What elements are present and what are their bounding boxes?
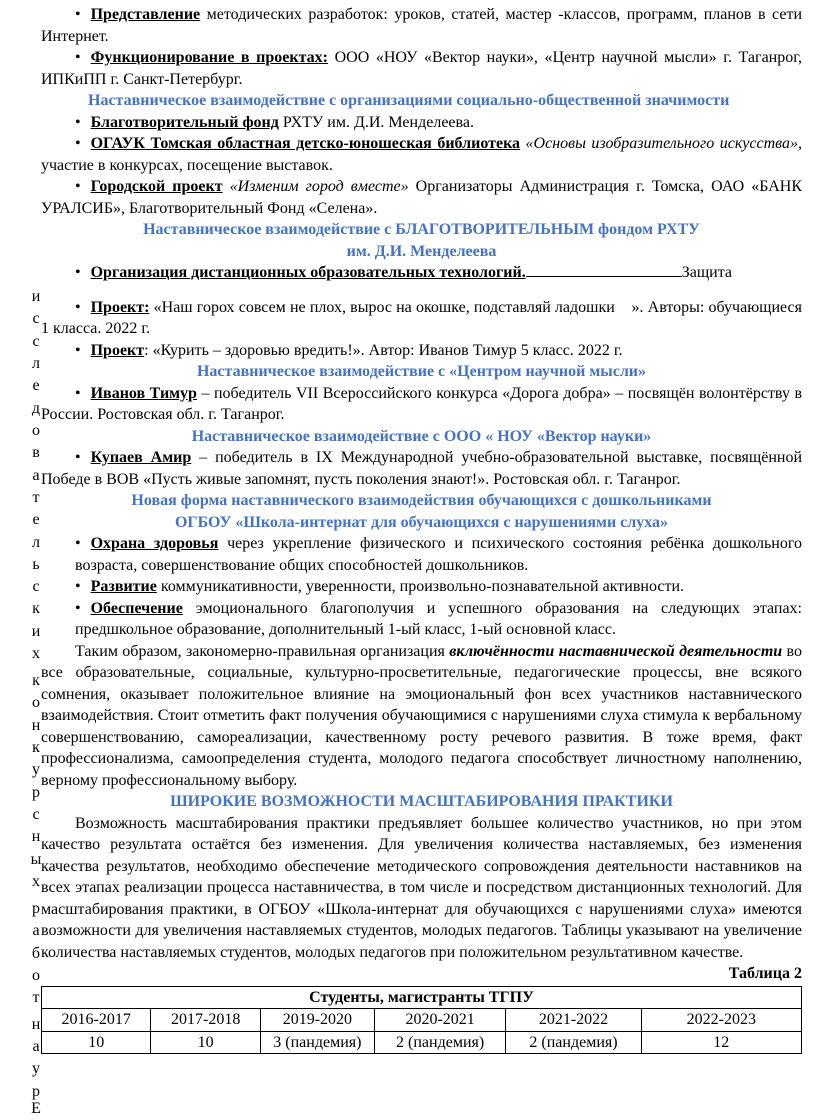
bullet-item-fond <box>41 112 802 134</box>
bullet-item-obespechenie <box>41 598 802 641</box>
heading-org-znachimosti: Наставническое взаимодействие с организациями социально-общественной значимости <box>88 92 730 109</box>
bullet-text-italic: «Изменим город вместе» <box>222 178 409 195</box>
bullet-icon: • <box>75 113 81 131</box>
margin-letter: с <box>32 806 40 823</box>
bullet-text: РХТУ им. Д.И. Менделеева. <box>278 113 474 131</box>
bullet-icon: • <box>75 298 81 316</box>
table-years-row <box>42 1009 802 1032</box>
bullet-icon: • <box>75 264 81 281</box>
table-value-cell: 10 <box>42 1031 151 1054</box>
paragraph-text: во все образовательные, социальные, культурно-просветительные, педагогические процессы, вне всякого сомнения, оказывает положительное влияние на эмоциональный фон всех участников наставнического взаимодействия. Стоит отметить факт получения обучающимися с нарушениями слуха стимула к вербальному совершенствованию, самореализации, качественному росту речевого развития. В тоже время, факт профессионализма, самоопределения студента, молодого педагога способствует личностному наполнению, верному профессиональному выбору. <box>41 642 803 789</box>
margin-letter: б <box>31 945 41 962</box>
margin-letter: у <box>32 761 40 778</box>
bullet-icon: • <box>75 49 81 66</box>
bullet-icon: • <box>75 449 81 466</box>
bullet-text: методических разработок: уроков, статей, мастер -классов, программ, планов в сети Интернет. <box>41 6 802 45</box>
margin-letter: ь <box>32 556 40 573</box>
bullet-lead: Городской проект <box>90 178 223 195</box>
bullet-lead: Иванов Тимур <box>90 384 197 402</box>
margin-letter: Е <box>31 1100 41 1117</box>
heading-novaya-line1: Новая форма наставнического взаимодействия обучающихся с дошкольниками <box>131 492 712 509</box>
paragraph-emphasis: включённости наставнической деятельности <box>449 642 783 660</box>
bullet-lead: Купаев Амир <box>90 449 192 466</box>
bullet-icon: • <box>75 341 81 359</box>
bullet-item-kurit <box>41 340 802 362</box>
margin-letter: н <box>31 717 41 734</box>
bullet-icon: • <box>75 578 81 595</box>
bullet-item-distant <box>41 262 802 284</box>
bullet-lead: Функционирование в проектах: <box>90 49 328 66</box>
margin-letter: с <box>32 333 40 350</box>
heading-shirokie: ШИРОКИЕ ВОЗМОЖНОСТИ МАСШТАБИРОВАНИЯ ПРАКТИКИ <box>170 793 673 810</box>
heading-vektor: Наставническое взаимодействие с ООО « НОУ «Вектор науки» <box>191 427 652 445</box>
margin-letter: р <box>32 900 40 917</box>
margin-letter: а <box>32 467 40 484</box>
bullet-text: через укрепление физического и психического состояния ребёнка дошкольного возраста, совершенствование общих способностей дошкольников. <box>75 535 803 574</box>
table-value-cell: 2 (пандемия) <box>374 1031 505 1054</box>
margin-letter: а <box>32 922 40 939</box>
bullet-text: – победитель в IX Международной учебно-образовательной выставке, посвящённой Победе в ВОВ «Пусть живые запомнят, пусть поколения знают!». Ростовская обл. г. Таганрог. <box>41 449 803 488</box>
bullet-item-ivanov <box>41 383 802 426</box>
table-year-cell: 2017-2018 <box>151 1009 260 1032</box>
margin-letter: к <box>32 672 40 689</box>
bullet-lead: Организация дистанционных образовательных технологий. <box>90 264 526 281</box>
margin-letter: н <box>31 828 41 845</box>
students-table <box>41 986 802 1055</box>
paragraph-takim-obrazom <box>41 641 802 792</box>
margin-letter: с <box>32 310 40 327</box>
bullet-text: «Наш горох совсем не плох, вырос на окошке, подставляй ладошки ». Авторы: обучающиеся 1 класса. 2022 г. <box>41 298 802 337</box>
bullet-item-kupaev <box>41 447 802 490</box>
underline-gap <box>526 262 682 277</box>
bullet-text: эмоционального благополучия и успешного образования на следующих этапах: предшкольное образование, дополнительный 1-ый класс, 1-ый основной класс. <box>75 599 802 638</box>
margin-letter: д <box>31 400 41 417</box>
paragraph-vozmozhnost: Возможность масштабирования практики предъявляет большее количество участников, но при этом качество результата остаётся без изменения. Для увеличения количества наставляемых, без изменения качества результатов, необходимо обеспечение методического сопровождения деятельности наставников на всех этапах реализации процесса наставничества, в том числе и посредством дистанционных технологий. Для масштабирования практики, в ОГБОУ «Школа-интернат для обучающихся с нарушениями слуха» имеются возможности для увеличения наставляемых студентов, молодых педагогов. Таблицы указывают на увеличение количества наставляемых студентов, молодых педагогов при положительном результативном качестве. <box>41 814 802 961</box>
bullet-item-razvitie <box>41 576 802 598</box>
bullet-icon: • <box>75 135 81 152</box>
bullet-item-gorod <box>41 176 802 219</box>
margin-letter: с <box>32 578 40 595</box>
bullet-text: участие в конкурсах, посещение выставок. <box>41 156 333 174</box>
bullet-item-goroh <box>41 297 802 340</box>
bullet-lead: Обеспечение <box>90 599 183 617</box>
margin-letter: т <box>32 489 40 506</box>
margin-letter: т <box>32 989 40 1006</box>
bullet-text: – победитель VII Всероссийского конкурса «Дорога добра» – посвящён волонтёрству в России. Ростовская обл. г. Таганрог. <box>41 384 803 423</box>
bullet-item-predstavlenie <box>41 4 802 47</box>
margin-letter: у <box>32 1060 40 1077</box>
bullet-icon: • <box>75 535 81 552</box>
margin-letter: о <box>32 694 40 711</box>
bullet-text: Защита <box>681 264 733 281</box>
bullet-lead: Проект: <box>90 298 150 316</box>
margin-letter: л <box>32 534 40 551</box>
bullet-lead: Развитие <box>90 578 157 595</box>
table-year-cell: 2021-2022 <box>506 1009 641 1032</box>
margin-letter: ы <box>30 851 42 868</box>
margin-letter: и <box>31 288 41 305</box>
margin-letter: х <box>32 645 40 662</box>
margin-letter: л <box>32 355 40 372</box>
bullet-item-ohrana <box>41 533 802 576</box>
table-value-cell: 2 (пандемия) <box>506 1031 641 1054</box>
heading-centr: Наставническое взаимодействие с «Центром научной мысли» <box>196 363 647 380</box>
bullet-text: Организаторы Администрация г. Томска, ОАО «БАНК УРАЛСИБ», Благотворительный Фонд «Селена». <box>41 178 802 217</box>
bullet-icon: • <box>75 178 81 195</box>
bullet-item-funkcionirovanie <box>41 47 802 90</box>
bullet-text: ООО «НОУ «Вектор науки», «Центр научной мысли» г. Таганрог, ИПКиПП г. Санкт-Петербург. <box>41 49 802 88</box>
bullet-lead: Проект <box>90 341 145 359</box>
table-caption: Таблица 2 <box>728 965 802 982</box>
bullet-lead: ОГАУК Томская областная детско-юношеская библиотека <box>90 135 521 152</box>
table-value-cell: 12 <box>641 1031 801 1054</box>
table-year-cell: 2020-2021 <box>374 1009 505 1032</box>
margin-letter: о <box>32 422 40 439</box>
heading-blago-line1: Наставническое взаимодействие с БЛАГОТВОРИТЕЛЬНЫМ фондом РХТУ <box>143 221 700 238</box>
table-header-row <box>42 986 802 1009</box>
bullet-text: коммуникативности, уверенности, произвольно-познавательной активности. <box>156 578 684 595</box>
paragraph-text: Таким образом, закономерно-правильная организация <box>75 642 450 660</box>
table-value-cell: 10 <box>151 1031 260 1054</box>
margin-letter: к <box>32 739 40 756</box>
margin-letter: р <box>32 784 40 801</box>
margin-letter: в <box>32 444 40 461</box>
table-value-cell: 3 (пандемия) <box>260 1031 374 1054</box>
margin-letter: е <box>32 511 40 528</box>
table-year-cell: 2019-2020 <box>260 1009 374 1032</box>
bullet-icon: • <box>75 599 81 617</box>
heading-novaya-line2: ОГБОУ «Школа-интернат для обучающихся с нарушениями слуха» <box>174 513 669 531</box>
bullet-text-italic: «Основы изобразительного искусства», <box>520 135 802 152</box>
margin-letter: к <box>32 600 40 617</box>
bullet-icon: • <box>75 384 81 402</box>
bullet-text: : «Курить – здоровью вредить!». Автор: Иванов Тимур 5 класс. 2022 г. <box>144 341 623 359</box>
table-header-cell: Студенты, магистранты ТГПУ <box>42 986 802 1009</box>
heading-blago-line2: им. Д.И. Менделеева <box>346 242 497 260</box>
margin-letter: р <box>32 1083 40 1100</box>
margin-letter: а <box>32 1038 40 1055</box>
bullet-lead: Охрана здоровья <box>90 535 219 552</box>
table-year-cell: 2022-2023 <box>641 1009 801 1032</box>
margin-letter: и <box>31 623 41 640</box>
bullet-icon: • <box>75 6 81 23</box>
margin-letter: н <box>31 1016 41 1033</box>
table-values-row <box>42 1031 802 1054</box>
bullet-lead: Благотворительный фонд <box>90 113 279 131</box>
bullet-lead: Представление <box>90 6 201 23</box>
margin-letter: о <box>32 967 40 984</box>
bullet-item-ogauk <box>41 133 802 176</box>
margin-letter: х <box>32 873 40 890</box>
table-year-cell: 2016-2017 <box>42 1009 151 1032</box>
margin-letter: е <box>32 377 40 394</box>
